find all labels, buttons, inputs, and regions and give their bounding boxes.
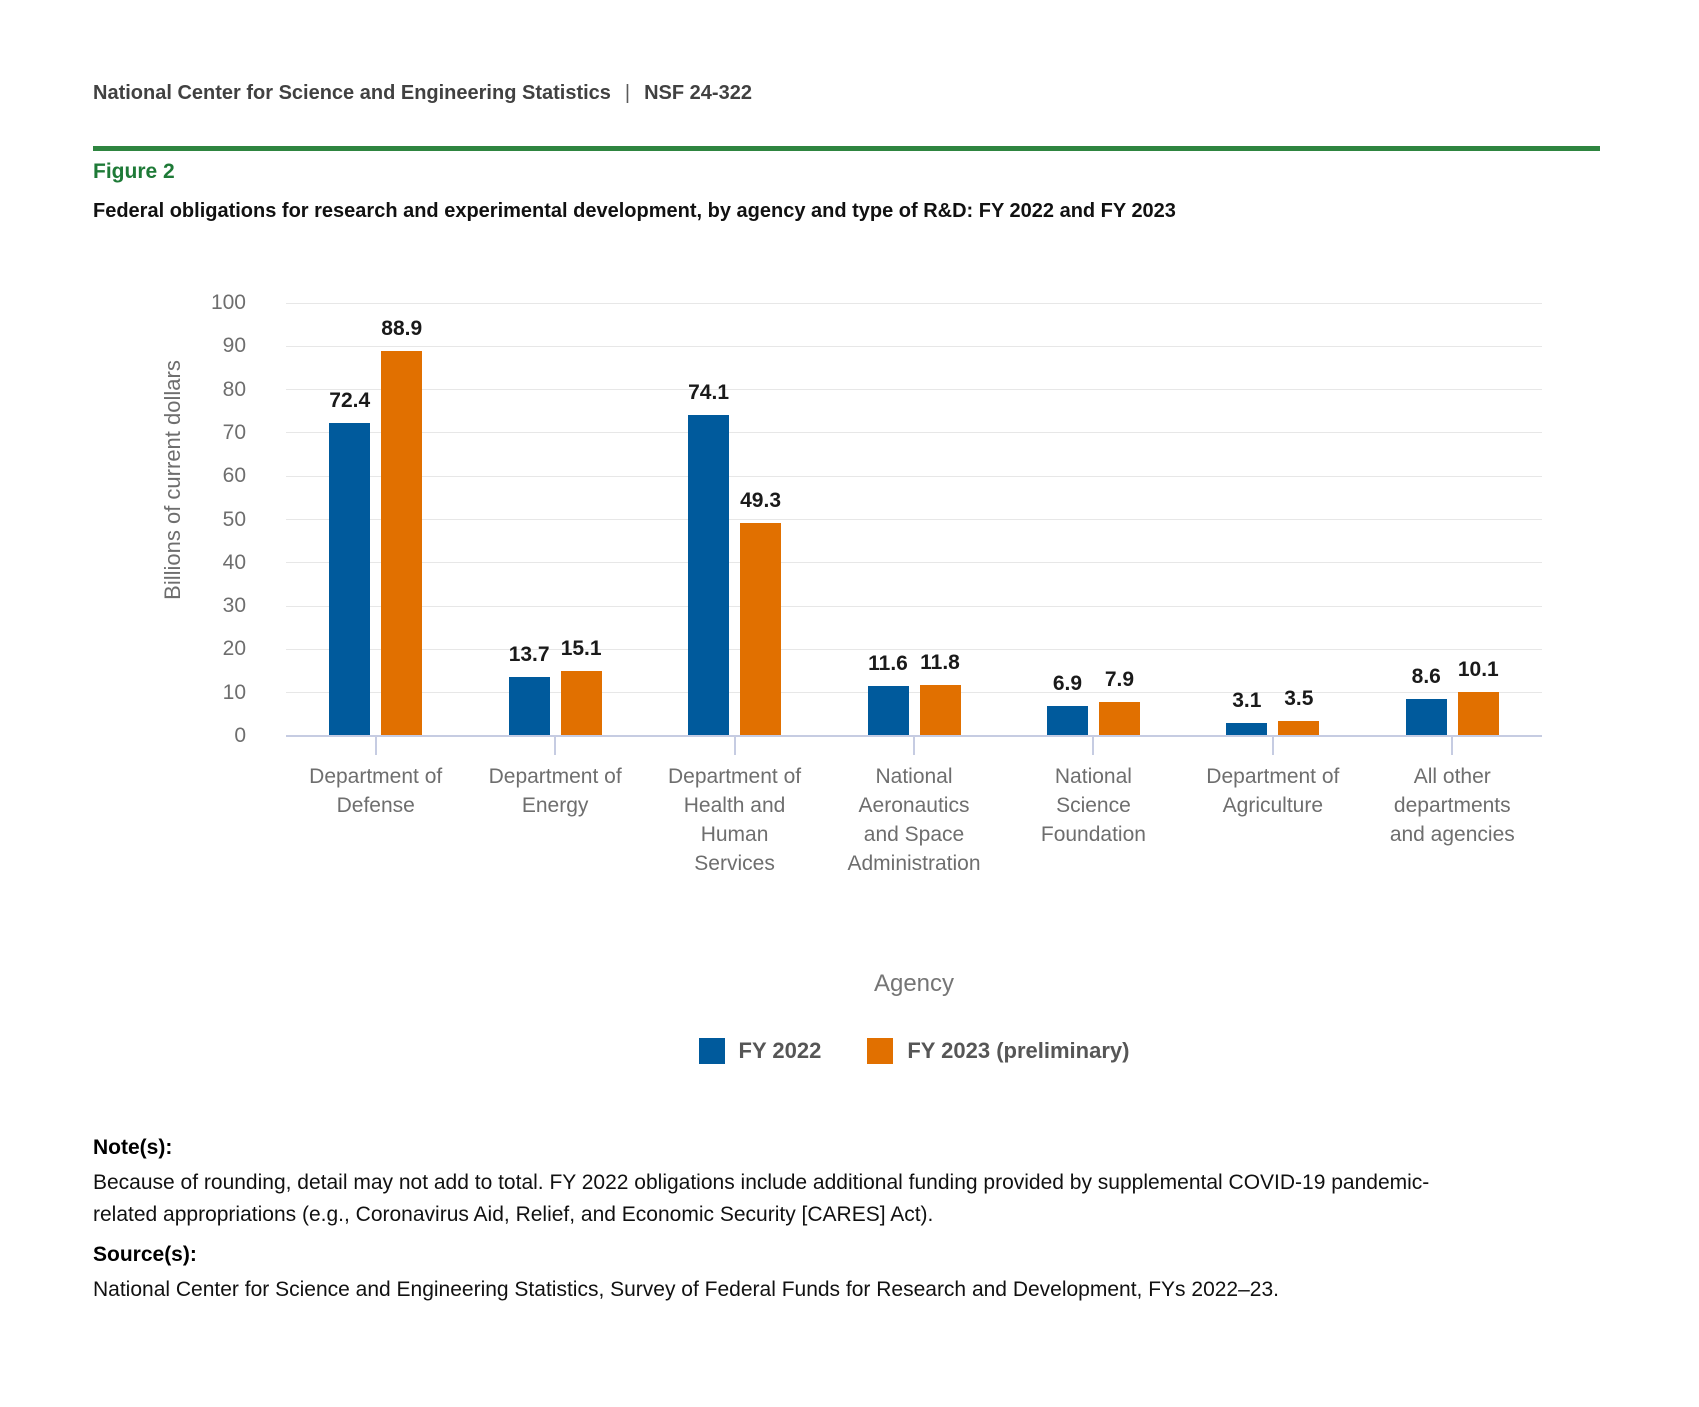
gridline-100 <box>286 303 1542 304</box>
gridline-10 <box>286 692 1542 693</box>
bar-fy-2023-preliminary-department-of-energy <box>561 671 602 736</box>
category-label-line: National <box>1054 765 1132 788</box>
value-label-fy-2023-preliminary-department-of-agriculture: 3.5 <box>1284 686 1314 710</box>
bar-fy-2023-preliminary-all-other-departments-and-agencies <box>1458 692 1499 736</box>
x-tickmark-department-of-health-and-human-services <box>734 737 736 755</box>
bar-fy-2022-department-of-defense <box>329 423 370 736</box>
value-label-fy-2023-preliminary-department-of-defense: 88.9 <box>381 317 423 341</box>
bar-fy-2022-national-aeronautics-and-space-administration <box>868 686 909 736</box>
bar-fy-2022-national-science-foundation <box>1047 706 1088 736</box>
legend-swatch-fy-2022 <box>699 1038 725 1064</box>
gridline-40 <box>286 562 1542 563</box>
legend-swatch-fy-2023-preliminary <box>867 1038 893 1064</box>
source-text: National Center for Science and Engineering Statistics, Survey of Federal Funds for Research and Development, FYs 2022–23. <box>93 1278 1279 1301</box>
category-label-line: and agencies <box>1389 823 1515 846</box>
x-tickmark-national-aeronautics-and-space-administration <box>913 737 915 755</box>
category-label-all-other-departments-and-agencies <box>1357 762 1547 849</box>
category-label-department-of-health-and-human-services <box>640 762 830 878</box>
x-axis-line <box>286 735 1542 737</box>
category-label-line: Aeronautics <box>858 794 970 817</box>
y-axis-title: Billions of current dollars <box>160 360 185 600</box>
masthead-separator: | <box>624 82 631 104</box>
y-tick-label-90: 90 <box>222 334 246 358</box>
category-label-line: Department of <box>309 765 443 788</box>
value-label-fy-2022-department-of-agriculture: 3.1 <box>1232 688 1262 712</box>
category-label-national-science-foundation <box>998 762 1188 849</box>
header-divider-rule <box>93 146 1600 151</box>
category-label-line: Defense <box>336 794 415 817</box>
legend-item-fy-2022 <box>699 1038 822 1064</box>
value-label-fy-2023-preliminary-department-of-health-and-human-services: 49.3 <box>740 488 781 512</box>
legend-label-fy-2023-preliminary: FY 2023 (preliminary) <box>907 1038 1130 1063</box>
legend-item-fy-2023-preliminary <box>867 1038 1129 1064</box>
y-tick-label-100: 100 <box>210 291 246 314</box>
category-label-department-of-energy <box>460 762 650 820</box>
category-label-line: All other <box>1413 765 1491 788</box>
value-label-fy-2023-preliminary-all-other-departments-and-agencies: 10.1 <box>1457 658 1499 682</box>
value-label-fy-2022-department-of-health-and-human-services: 74.1 <box>688 381 729 405</box>
bar-fy-2022-department-of-agriculture <box>1226 723 1267 736</box>
y-tick-label-60: 60 <box>222 464 246 488</box>
value-label-fy-2022-all-other-departments-and-agencies: 8.6 <box>1411 664 1441 688</box>
category-label-line: National <box>875 765 953 788</box>
x-tickmark-national-science-foundation <box>1092 737 1094 755</box>
value-label-fy-2022-department-of-defense: 72.4 <box>329 388 371 412</box>
category-label-line: Human <box>700 823 769 846</box>
bar-fy-2023-preliminary-department-of-health-and-human-services <box>740 523 781 736</box>
category-label-line: Services <box>694 852 775 875</box>
gridline-90 <box>286 346 1542 347</box>
category-label-national-aeronautics-and-space-administration <box>819 762 1009 878</box>
value-label-fy-2022-national-science-foundation: 6.9 <box>1052 672 1083 696</box>
category-label-line: Energy <box>521 794 589 817</box>
bar-fy-2022-department-of-health-and-human-services <box>688 415 729 736</box>
bar-fy-2022-department-of-energy <box>509 677 550 736</box>
bar-fy-2023-preliminary-department-of-defense <box>381 351 422 736</box>
chart-title: Federal obligations for research and experimental development, by agency and type of R&D: FY 2022 and FY 2023 <box>93 200 1176 222</box>
figure-label: Figure 2 <box>93 160 175 183</box>
category-label-department-of-defense <box>281 762 471 820</box>
y-tick-label-0: 0 <box>234 724 246 747</box>
category-label-line: Department of <box>1206 765 1340 788</box>
gridline-20 <box>286 649 1542 650</box>
notes-label: Note(s): <box>93 1136 173 1159</box>
x-tickmark-department-of-energy <box>554 737 556 755</box>
y-tick-label-10: 10 <box>222 680 246 704</box>
y-tick-label-70: 70 <box>222 420 246 444</box>
category-label-line: Agriculture <box>1222 794 1324 817</box>
x-tickmark-all-other-departments-and-agencies <box>1451 737 1453 755</box>
category-label-line: Department of <box>668 765 802 788</box>
gridline-30 <box>286 606 1542 607</box>
chart-legend <box>286 1038 1542 1064</box>
masthead <box>93 82 752 105</box>
bar-fy-2023-preliminary-department-of-agriculture <box>1278 721 1319 736</box>
category-label-line: Science <box>1056 794 1131 817</box>
gridline-80 <box>286 389 1542 390</box>
value-label-fy-2022-national-aeronautics-and-space-administration: 11.6 <box>868 651 908 675</box>
gridline-70 <box>286 432 1542 433</box>
category-label-line: Administration <box>847 852 981 875</box>
category-label-line: Foundation <box>1040 823 1146 846</box>
bar-fy-2023-preliminary-national-science-foundation <box>1099 702 1140 736</box>
source-label: Source(s): <box>93 1243 197 1266</box>
value-label-fy-2023-preliminary-national-science-foundation: 7.9 <box>1104 667 1135 691</box>
category-label-department-of-agriculture <box>1178 762 1368 820</box>
y-tick-label-20: 20 <box>222 637 246 661</box>
x-axis-title: Agency <box>873 970 955 997</box>
bar-fy-2022-all-other-departments-and-agencies <box>1406 699 1447 736</box>
gridline-50 <box>286 519 1542 520</box>
report-id: NSF 24-322 <box>644 82 752 104</box>
y-tick-label-50: 50 <box>222 507 246 531</box>
y-tick-label-40: 40 <box>222 550 246 574</box>
category-label-line: Department of <box>488 765 622 788</box>
legend-label-fy-2022: FY 2022 <box>738 1038 822 1063</box>
gridline-60 <box>286 476 1542 477</box>
category-label-line: departments <box>1393 794 1511 817</box>
value-label-fy-2023-preliminary-department-of-energy: 15.1 <box>560 636 602 660</box>
value-label-fy-2023-preliminary-national-aeronautics-and-space-administration: 11.8 <box>920 650 960 674</box>
category-label-line: and Space <box>863 823 965 846</box>
notes-text: Because of rounding, detail may not add to total. FY 2022 obligations include additional funding provided by supplemental COVID-19 pandemic-related appropriations (e.g., Coronavirus Aid, Relief, and Economic Security [CARES] Act). <box>93 1171 1430 1226</box>
y-tick-label-80: 80 <box>222 377 246 401</box>
value-label-fy-2022-department-of-energy: 13.7 <box>508 642 550 666</box>
x-tickmark-department-of-agriculture <box>1272 737 1274 755</box>
y-tick-label-30: 30 <box>222 594 246 618</box>
publisher-name: National Center for Science and Engineering Statistics <box>93 82 611 104</box>
category-label-line: Health and <box>683 794 786 817</box>
x-tickmark-department-of-defense <box>375 737 377 755</box>
bar-fy-2023-preliminary-national-aeronautics-and-space-administration <box>920 685 961 736</box>
